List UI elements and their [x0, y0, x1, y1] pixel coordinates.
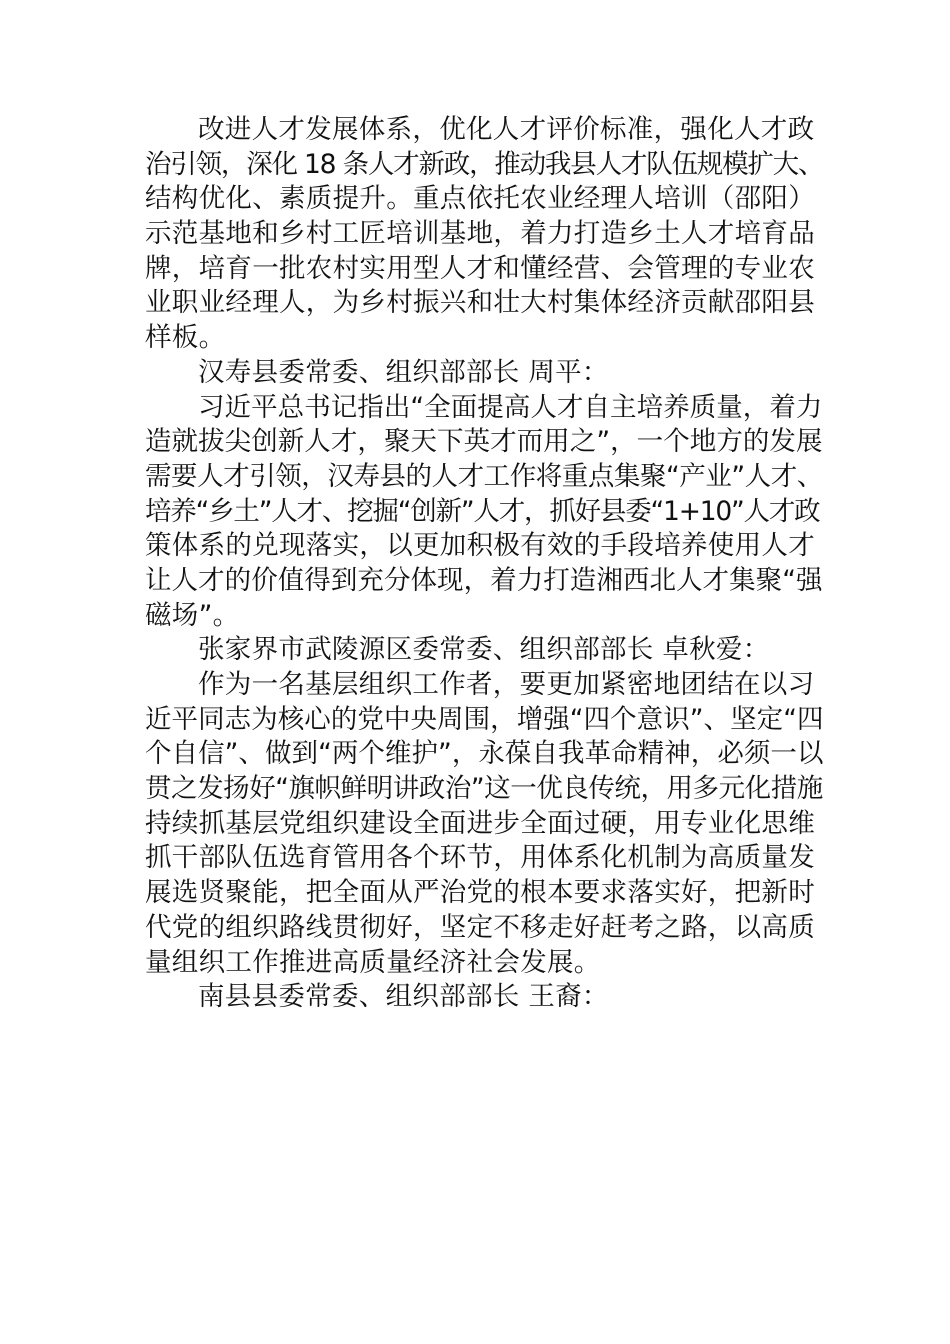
text-line: 近平同志为核心的党中央周围，增强“四个意识”、坚定“四 — [145, 703, 824, 735]
speaker-heading — [145, 980, 825, 1015]
text-line: 治引领，深化 18 条人才新政，推动我县人才队伍规模扩大、 — [145, 148, 824, 180]
text-line: 培养“乡土”人才、挖掘“创新”人才，抓好县委“1+10”人才政 — [145, 495, 820, 527]
text-line: 贯之发扬好“旗帜鲜明讲政治”这一优良传统，用多元化措施 — [145, 773, 823, 805]
body-paragraph — [145, 668, 825, 980]
speaker-heading — [145, 356, 825, 391]
text-line: 示范基地和乡村工匠培训基地，着力打造乡土人才培育品 — [145, 218, 815, 250]
text-line: 展选贤聚能，把全面从严治党的根本要求落实好，把新时 — [145, 877, 815, 909]
text-line: 磁场”。 — [145, 599, 240, 631]
text-line: 作为一名基层组织工作者，要更加紧密地团结在以习 — [198, 669, 815, 700]
body-paragraph — [145, 391, 825, 634]
text-line: 造就拔尖创新人才，聚天下英才而用之”，一个地方的发展 — [145, 426, 823, 458]
speaker-line: 南县县委常委、组织部部长 王裔： — [198, 981, 609, 1013]
text-line: 个自信”、做到“两个维护”，永葆自我革命精神，必须一以 — [145, 738, 824, 770]
speaker-line: 汉寿县委常委、组织部部长 周平： — [198, 356, 609, 388]
text-line: 结构优化、素质提升。重点依托农业经理人培训（邵阳） — [145, 183, 815, 215]
text-line: 策体系的兑现落实，以更加积极有效的手段培养使用人才 — [145, 530, 815, 562]
text-line: 抓干部队伍选育管用各个环节，用体系化机制为高质量发 — [145, 842, 815, 874]
document-page — [145, 113, 825, 1015]
text-line: 牌，培育一批农村实用型人才和懂经营、会管理的专业农 — [145, 252, 815, 284]
text-line: 习近平总书记指出“全面提高人才自主培养质量，着力 — [198, 391, 823, 423]
body-paragraph — [145, 113, 825, 356]
text-line: 持续抓基层党组织建设全面进步全面过硬，用专业化思维 — [145, 807, 815, 839]
speaker-heading — [145, 633, 825, 668]
text-line: 量组织工作推进高质量经济社会发展。 — [145, 946, 601, 978]
text-line: 业职业经理人，为乡村振兴和壮大村集体经济贡献邵阳县 — [145, 287, 815, 319]
text-line: 改进人才发展体系，优化人才评价标准，强化人才政 — [198, 114, 815, 145]
text-line: 需要人才引领，汉寿县的人才工作将重点集聚“产业”人才、 — [145, 460, 823, 492]
text-line: 让人才的价值得到充分体现，着力打造湘西北人才集聚“强 — [145, 564, 823, 596]
speaker-line: 张家界市武陵源区委常委、组织部部长 卓秋爱： — [198, 634, 770, 666]
text-line: 样板。 — [145, 322, 226, 354]
text-line: 代党的组织路线贯彻好，坚定不移走好赶考之路，以高质 — [145, 911, 815, 943]
